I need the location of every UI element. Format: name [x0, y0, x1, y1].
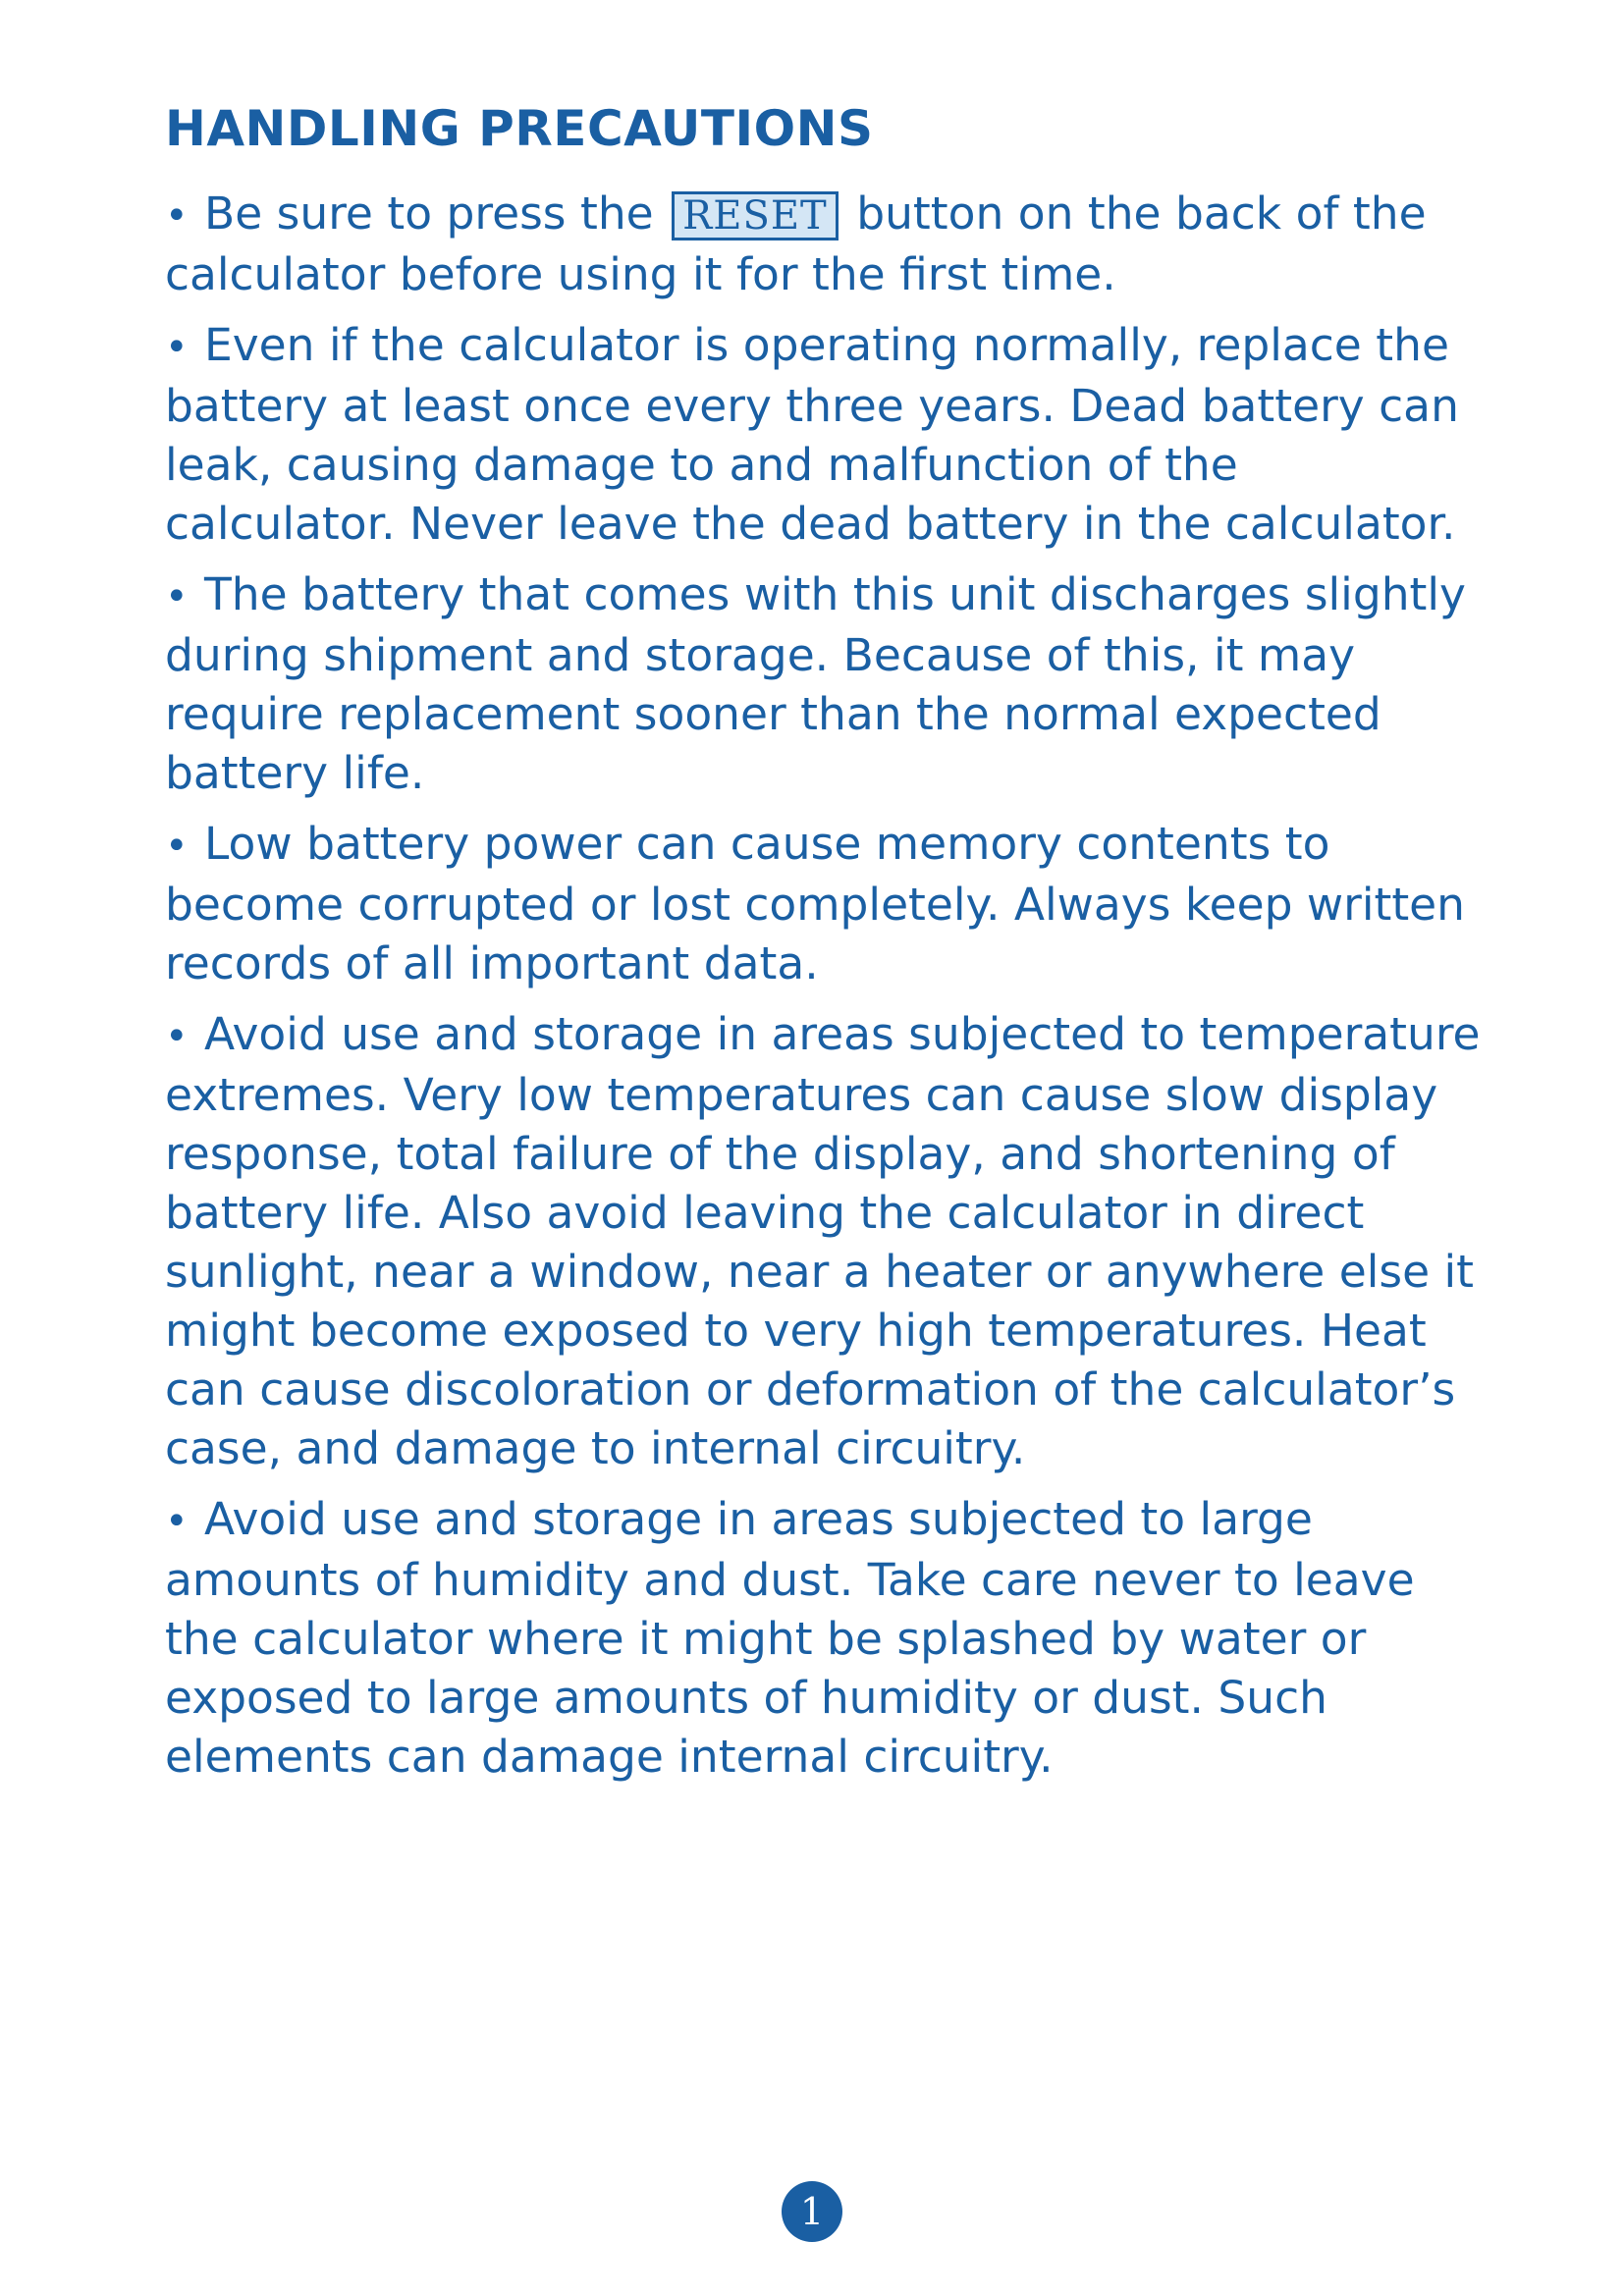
precaution-text: The battery that comes with this unit discharges slightly during shipment and storage. Because of this, it may require replacement sooner than the normal expected battery life. [165, 568, 1466, 799]
precaution-text: Avoid use and storage in areas subjected to large amounts of humidity and dust. Take care never to leave the calculator where it might be splashed by water or exposed to large amounts of humidity or dust. Such elements can damage internal circuitry. [165, 1493, 1415, 1783]
precaution-text: button on the back of the calculator before using it for the first time. [165, 187, 1427, 300]
precaution-text: Low battery power can cause memory contents to become corrupted or lost completely. Always keep written records of all important data. [165, 818, 1465, 989]
precaution-text: Even if the calculator is operating normally, replace the battery at least once every three years. Dead battery can leak, causing damage to and malfunction of the calculator. Never leave the dead battery in the calculator. [165, 319, 1459, 550]
precaution-item-battery-discharge [165, 565, 1481, 803]
precaution-text: Be sure to press the [204, 187, 654, 240]
bullet-icon: • [165, 574, 189, 619]
precaution-item-battery-replace [165, 316, 1481, 554]
precaution-item-humidity [165, 1490, 1481, 1787]
precaution-item-low-battery [165, 815, 1481, 993]
bullet-icon: • [165, 1014, 189, 1059]
precaution-item-temperature [165, 1005, 1481, 1478]
precaution-item-reset [165, 185, 1481, 304]
bullet-icon: • [165, 824, 189, 869]
page-number-badge: 1 [782, 2181, 842, 2242]
reset-key-icon: RESET [672, 191, 839, 240]
bullet-icon: • [165, 193, 189, 239]
precaution-text: Avoid use and storage in areas subjected to temperature extremes. Very low temperatures can cause slow display response, total failure of the display, and shortening of battery life. Also avoid leaving the calculator in direct sunlight, near a window, near a heater or anywhere else it might become exposed to very high temperatures. Heat can cause discoloration or deformation of the calculator’s case, and damage to internal circuitry. [165, 1008, 1481, 1474]
bullet-icon: • [165, 1499, 189, 1544]
bullet-icon: • [165, 325, 189, 370]
page-title: HANDLING PRECAUTIONS [165, 100, 874, 157]
page-content [165, 94, 1481, 1798]
